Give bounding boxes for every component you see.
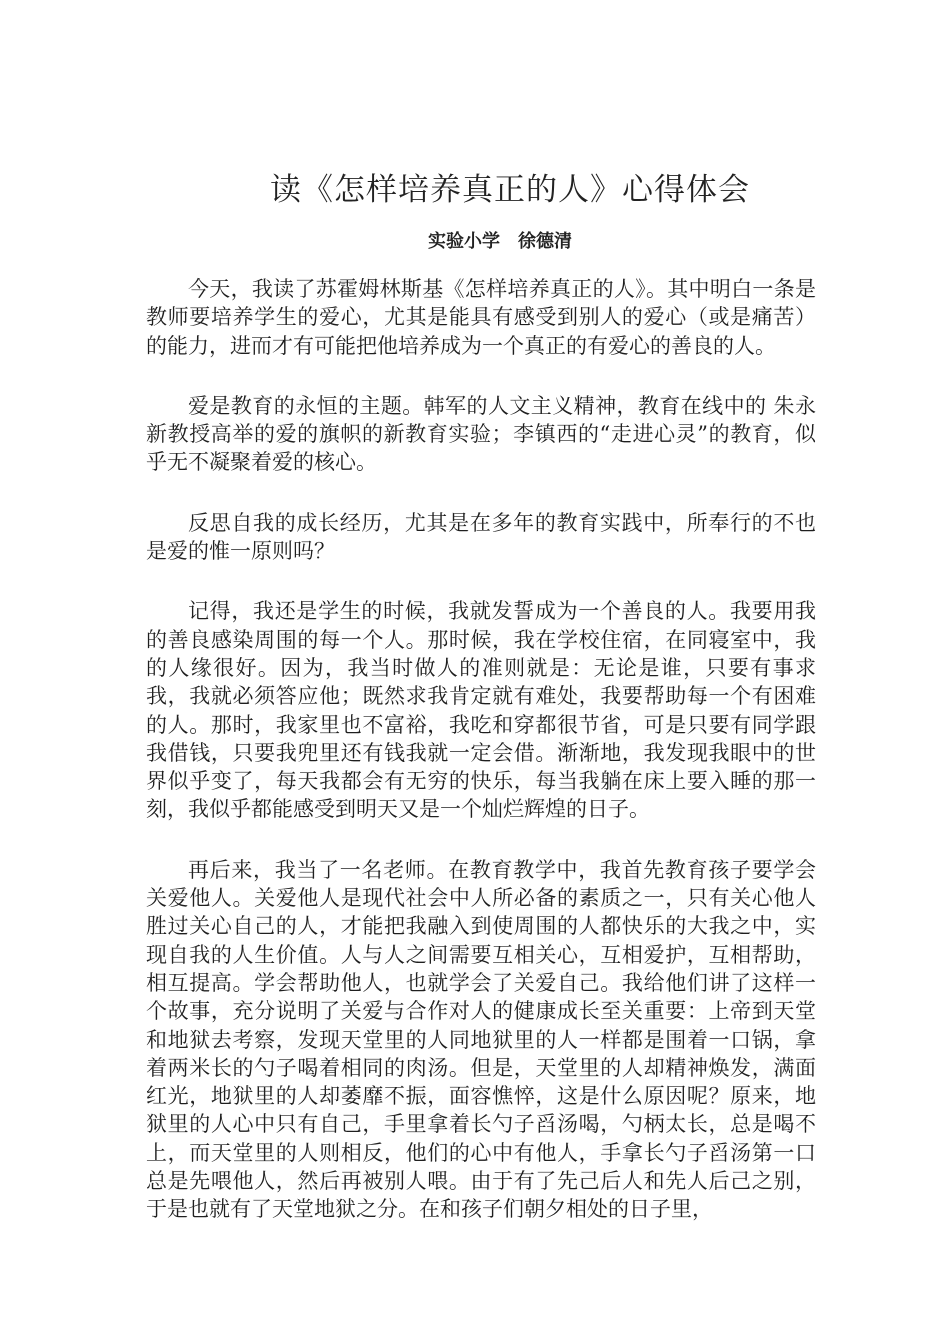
paragraph-1: 今天，我读了苏霍姆林斯基《怎样培养真正的人》。其中明白一条是教师要培养学生的爱心，尤其是能具有感受到别人的爱心（或是痛苦）的能力，进而才有可能把他培养成为一个真正的有爱心的善良的人。	[146, 277, 816, 358]
author-school: 实验小学	[428, 231, 500, 252]
paragraph-2: 爱是教育的永恒的主题。韩军的人文主义精神，教育在线中的 朱永新教授高举的爱的旗帜的新教育实验；李镇西的“走进心灵”的教育，似乎无不凝聚着爱的核心。	[146, 393, 816, 475]
paragraph-5: 再后来，我当了一名老师。在教育教学中，我首先教育孩子要学会关爱他人。关爱他人是现代社会中人所必备的素质之一，只有关心他人胜过关心自己的人，才能把我融入到使周围的人都快乐的大我之中，实现自我的人生价值。人与人之间需要互相关心，互相爱护，互相帮助，相互提高。学会帮助他人，也就学会了关爱自己。我给他们讲了这样一个故事，充分说明了关爱与合作对人的健康成长至关重要：上帝到天堂和地狱去考察，发现天堂里的人同地狱里的人一样都是围着一口锅，拿着两米长的勺子喝着相同的肉汤。但是，天堂里的人却精神焕发，满面红光，地狱里的人却萎靡不振，面容憔悴，这是什么原因呢？原来，地狱里的人心中只有自己，手里拿着长勺子舀汤喝，勺柄太长，总是喝不上，而天堂里的人则相反，他们的心中有他人，手拿长勺子舀汤第一口总是先喂他人，然后再被别人喂。由于有了先己后人和先人后己之别，于是也就有了天堂地狱之分。在和孩子们朝夕相处的日子里，	[146, 857, 816, 1222]
author-byline	[0, 228, 950, 256]
author-name: 徐德清	[518, 231, 572, 252]
paragraph-3: 反思自我的成长经历，尤其是在多年的教育实践中，所奉行的不也是爱的惟一原则吗？	[146, 510, 816, 564]
paragraph-4: 记得，我还是学生的时候，我就发誓成为一个善良的人。我要用我的善良感染周围的每一个人。那时候，我在学校住宿，在同寝室中，我的人缘很好。因为，我当时做人的准则就是：无论是谁，只要有事求我，我就必须答应他；既然求我肯定就有难处，我要帮助每一个有困难的人。那时，我家里也不富裕，我吃和穿都很节省，可是只要有同学跟我借钱，只要我兜里还有钱我就一定会借。渐渐地，我发现我眼中的世界似乎变了，每天我都会有无穷的快乐，每当我躺在床上要入睡的那一刻，我似乎都能感受到明天又是一个灿烂辉煌的日子。	[146, 599, 816, 822]
document-body	[146, 275, 816, 1224]
document-title: 读《怎样培养真正的人》心得体会	[270, 172, 750, 208]
